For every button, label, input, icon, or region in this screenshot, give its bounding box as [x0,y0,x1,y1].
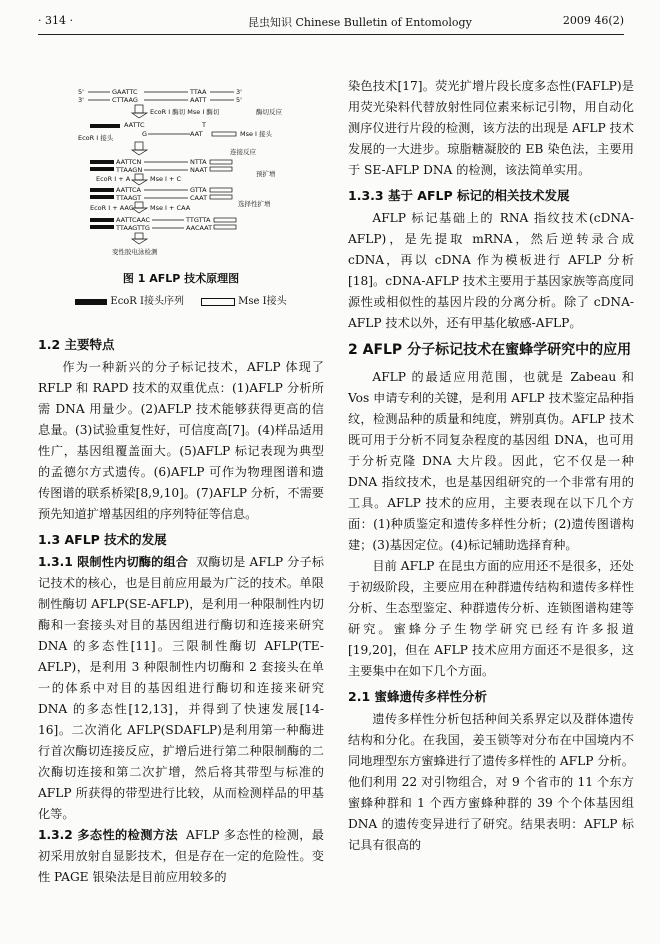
fig-seq1-bot-r: AATT [190,96,207,104]
fig-3prime-b: 3' [236,88,242,96]
section-2-paragraph-1: AFLP 的最适应用范围，也就是 Zabeau 和 Vos 申请专利的关键，是利用 AFLP 技术鉴定品种指纹，检测品种的质量和纯度，辨别真伪。AFLP 技术既可用于分析不同复杂程度的基因组 DNA，也可用于分析克隆 DNA 大片段。因此，它不仅是一种 DNA 指纹技术，也是基因组研究的一个非常有用的工具。AFLP 技术的应用，主要表现在以下几个方面：(1)种质鉴定和遗传多样性分析；(2)遗传图谱构建；(3)基因定位。(4)标记辅助选择育种。 [348,370,634,552]
fig-primer-a: EcoR I + A [96,175,131,183]
section-1-3-2-paragraph [38,825,324,888]
section-2-1-paragraph: 遗传多样性分析包括种间关系界定以及群体遗传结构和分化。在我国，姜玉锁等对分布在中国境内不同地理型东方蜜蜂进行了遗传多样性的 AFLP 分析。他们利用 22 对引物组合，对 9 个省市的 11 个东方蜜蜂种群和 1 个西方蜜蜂种群的 39 个个体基因组 DNA 的遗传变异进行了研究。结果表明：AFLP 标记具有很高的 [348,712,634,852]
fig-aattcn: AATTCN [116,158,142,166]
fig-5prime: 5' [78,88,84,96]
fig-3prime: 3' [78,96,84,104]
section-1-3-3-title: 1.3.3 基于 AFLP 标记的相关技术发展 [348,188,570,203]
fig-seq1-top: GAATTC [112,88,138,96]
section-1-3-3-paragraph: AFLP 标记基础上的 RNA 指纹技术(cDNA-AFLP)，是先提取 mRNA，然后逆转录合成 cDNA，再以 cDNA 作为模板进行 AFLP 分析[18]。cDNA-AFLP 技术主要用于基因家族等高度同源性或相似性的基因片段的分离分析。除了 cDNA-AFLP 技术以外，还有甲基化敏感-AFLP。 [348,211,634,330]
left-column [38,330,324,888]
fig-5prime-b: 5' [236,96,242,104]
issue-info: 2009 46(2) [562,14,624,27]
legend-mse: Mse Ⅰ接头 [238,296,287,307]
fig-aattcaac: AATTCAAC [116,216,151,224]
fig-primer-caa: Mse I + CAA [150,204,191,212]
section-1-3-2-body: AFLP 多态性的检测，最初采用放射自显影技术，但是存在一定的危险性。变性 PAGE 银染法是目前应用较多的 [38,828,324,884]
fig-t: T [202,121,206,129]
fig-step-preamp: 预扩增 [256,170,276,178]
page-number: · 314 · [38,14,73,27]
header-rule [38,34,624,35]
fig-aacaat: AACAAT [186,224,213,232]
legend-swatch-ecor [75,299,107,305]
fig-ttaagn: TTAAGN [116,166,143,174]
section-2-1-title: 2.1 蜜蜂遗传多样性分析 [348,689,487,704]
legend-swatch-mse [201,298,235,306]
fig-caat: CAAT [190,194,208,202]
fig-ntta: NTTA [190,158,207,166]
section-2-title: 2 AFLP 分子标记技术在蜜蜂学研究中的应用 [348,342,632,358]
fig-ttgtta: TTGTTA [186,216,211,224]
fig-g: G [142,130,148,138]
fig-ttaagt: TTAAGT [116,194,142,202]
fig-enzyme-label: EcoR I 酶切 Mse I 酶切 [150,108,220,116]
fig-aat: AAT [190,130,203,138]
section-2-paragraph-2: 目前 AFLP 在昆虫方面的应用还不是很多，还处于初级阶段，主要应用在种群遗传结构和遗传多样性分析、生态型鉴定、种群遗传分析、连锁图谱构建等研究。蜜蜂分子生物学研究已经有许多报道[19,20]，但在 AFLP 技术应用方面还不是很多，这主要集中在如下几个方面。 [348,559,634,678]
fig-ecor-adapter: EcoR I 接头 [78,134,114,142]
fig-gtta: GTTA [190,186,207,194]
section-1-2-title: 1.2 主要特点 [38,337,115,352]
fig-step-detect: 变性胶电泳检测 [112,248,158,256]
right-column [348,76,634,856]
fig-seq1-bot: CTTAAG [112,96,138,104]
journal-title: 昆虫知识 Chinese Bulletin of Entomology [248,16,472,29]
fig-mse-adapter: Mse I 接头 [240,130,273,138]
section-1-3-1-body: 双酶切是 AFLP 分子标记技术的核心，也是目前应用最为广泛的技术。单限制性酶切 AFLP(SE-AFLP)，是利用一种限制性内切酶和一套接头对目的基因组进行酶切和连接来研究 DNA 的多态性[11]。三限制性酶切 AFLP(TE-AFLP)，是利用 3 种限制性内切酶和 2 套接头在单一的体系中对目的基因组进行酶切和连接来研究 DNA 的多态性[12,13]，并得到了快速发展[14-16]。二次消化 AFLP(SDAFLP)是利用第一种酶进行首次酶切连接反应，扩增后进行第二种限制酶的二次酶切连接和第二次扩增，然后将其带型与标准的 AFLP 所获得的带型进行比较，从而检测样品的甲基化等。 [38,555,324,821]
fig-naat: NAAT [190,166,208,174]
fig-aattc: AATTC [124,121,145,129]
fig-step-selamp: 选择性扩增 [238,200,271,208]
running-header [38,14,624,32]
fig-primer-aac: EcoR I + AAC [90,204,134,212]
figure-legend [38,292,324,307]
section-1-2-paragraph: 作为一种新兴的分子标记技术，AFLP 体现了 RFLP 和 RAPD 技术的双重优点：(1)AFLP 分析所需 DNA 用量少。(2)AFLP 技术能够获得更高的信息量。(3)试验重复性好，可信度高[7]。(4)样品适用性广，基因组覆盖面大。(5)AFLP 标记表现为典型的孟德尔方式遗传。(6)AFLP 可作为物理图谱和遗传图谱的联系桥梁[8,9,10]。(7)AFLP 分析，不需要预先知道扩增基因组的序列特征等信息。 [38,360,324,521]
fig-aattca: AATTCA [116,186,142,194]
figure-caption: 图 1 AFLP 技术原理图 [122,272,240,285]
continued-paragraph: 染色技术[17]。荧光扩增片段长度多态性(FAFLP)是用荧光染料代替放射性同位素来标记引物，用自动化测序仪进行片段的检测，该方法的出现是 AFLP 技术发展的一大进步。琼脂糖凝胶的 EB 染色法，主要用于 SE-AFLP DNA 的检测，该法简单实用。 [348,79,634,177]
fig-step-ligate: 连接反应 [230,148,256,156]
section-1-3-title: 1.3 AFLP 技术的发展 [38,532,167,547]
section-1-3-1-title: 1.3.1 限制性内切酶的组合 [38,555,189,569]
fig-ttaagttg: TTAAGTTG [116,224,150,232]
fig-seq1-top-r: TTAA [190,88,207,96]
legend-ecor: EcoR Ⅰ接头序列 [110,296,184,307]
fig-primer-c: Mse I + C [150,175,182,183]
section-1-3-1-paragraph [38,552,324,825]
section-1-3-2-title: 1.3.2 多态性的检测方法 [38,828,178,842]
fig-step-digest: 酶切反应 [256,108,282,116]
